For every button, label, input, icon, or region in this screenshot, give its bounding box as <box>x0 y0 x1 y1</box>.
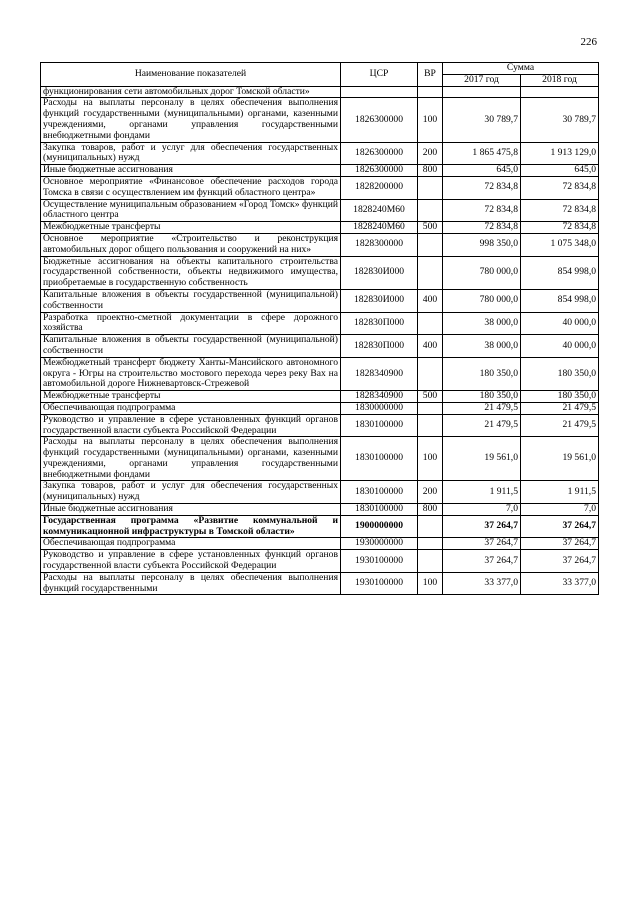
row-vr: 400 <box>418 289 443 312</box>
row-csr: 1826300000 <box>341 98 418 142</box>
row-value-2018: 37 264,7 <box>521 515 599 538</box>
row-value-2018: 7,0 <box>521 504 599 516</box>
table-row <box>41 414 599 437</box>
header-sum: Сумма <box>443 63 599 75</box>
row-value-2018: 854 998,0 <box>521 289 599 312</box>
row-name: Расходы на выплаты персоналу в целях обеспечения выполнения функций государственными (муниципальными) органами, казенными учреждениями, органами управления государственными внебюджетными фондами <box>41 437 341 481</box>
row-vr <box>418 550 443 573</box>
table-row <box>41 233 599 256</box>
header-vr: ВР <box>418 63 443 87</box>
row-csr: 182830П000 <box>341 335 418 358</box>
row-value-2017: 72 834,8 <box>443 222 521 234</box>
row-value-2017: 21 479,5 <box>443 402 521 414</box>
row-value-2017: 645,0 <box>443 165 521 177</box>
row-csr: 1826300000 <box>341 165 418 177</box>
row-csr: 1828340900 <box>341 357 418 390</box>
row-value-2018: 40 000,0 <box>521 335 599 358</box>
row-name: Бюджетные ассигнования на объекты капитального строительства государственной собственности, объекты недвижимого имущества, приобретаемые в государственную собственность <box>41 256 341 289</box>
row-value-2017: 180 350,0 <box>443 391 521 403</box>
row-value-2017: 30 789,7 <box>443 98 521 142</box>
page-number: 226 <box>580 36 597 48</box>
row-vr <box>418 402 443 414</box>
row-vr: 100 <box>418 98 443 142</box>
row-csr: 1828240М60 <box>341 199 418 222</box>
row-name: Межбюджетный трансферт бюджету Ханты-Мансийского автономного округа - Югры на строительство мостового перехода через реку Вах на автомобильной дороге Нижневартовск-Стрежевой <box>41 357 341 390</box>
row-value-2018: 72 834,8 <box>521 222 599 234</box>
row-vr <box>418 515 443 538</box>
row-csr <box>341 86 418 98</box>
row-csr: 1830100000 <box>341 414 418 437</box>
row-vr: 800 <box>418 165 443 177</box>
row-name: Обеспечивающая подпрограмма <box>41 402 341 414</box>
row-csr: 1900000000 <box>341 515 418 538</box>
header-2018: 2018 год <box>521 74 599 86</box>
row-csr: 182830И000 <box>341 256 418 289</box>
row-name: Расходы на выплаты персоналу в целях обеспечения выполнения функций государственными (муниципальными) органами, казенными учреждениями, органами управления государственными внебюджетными фондами <box>41 98 341 142</box>
row-name: Основное мероприятие «Строительство и реконструкция автомобильных дорог общего пользования и сооружений на них» <box>41 233 341 256</box>
row-value-2018: 854 998,0 <box>521 256 599 289</box>
row-csr: 1830000000 <box>341 402 418 414</box>
row-vr <box>418 199 443 222</box>
table-row <box>41 165 599 177</box>
table-row <box>41 98 599 142</box>
row-name: Иные бюджетные ассигнования <box>41 165 341 177</box>
table-row <box>41 538 599 550</box>
table-row <box>41 357 599 390</box>
row-value-2018: 645,0 <box>521 165 599 177</box>
table-row <box>41 402 599 414</box>
row-value-2017: 180 350,0 <box>443 357 521 390</box>
row-vr: 100 <box>418 572 443 595</box>
row-csr: 1826300000 <box>341 142 418 165</box>
row-vr <box>418 357 443 390</box>
row-csr: 1830100000 <box>341 504 418 516</box>
row-value-2018: 72 834,8 <box>521 176 599 199</box>
row-vr <box>418 233 443 256</box>
row-value-2017: 1 911,5 <box>443 481 521 504</box>
row-value-2017: 7,0 <box>443 504 521 516</box>
table-row <box>41 515 599 538</box>
row-value-2017: 998 350,0 <box>443 233 521 256</box>
row-vr: 100 <box>418 437 443 481</box>
table-row <box>41 199 599 222</box>
row-vr <box>418 312 443 335</box>
table-row <box>41 391 599 403</box>
row-name: Межбюджетные трансферты <box>41 391 341 403</box>
header-2017: 2017 год <box>443 74 521 86</box>
row-value-2017: 33 377,0 <box>443 572 521 595</box>
row-csr: 1828240М60 <box>341 222 418 234</box>
row-name: Разработка проектно-сметной документации в сфере дорожного хозяйства <box>41 312 341 335</box>
row-name: Руководство и управление в сфере установленных функций органов государственной власти субъекта Российской Федерации <box>41 550 341 573</box>
row-csr: 1830100000 <box>341 481 418 504</box>
table-row <box>41 335 599 358</box>
table-row <box>41 142 599 165</box>
row-csr: 1828300000 <box>341 233 418 256</box>
row-value-2018: 1 911,5 <box>521 481 599 504</box>
table-row <box>41 504 599 516</box>
header-csr: ЦСР <box>341 63 418 87</box>
row-name: Основное мероприятие «Финансовое обеспечение расходов города Томска в связи с осуществлением им функций областного центра» <box>41 176 341 199</box>
row-value-2017: 37 264,7 <box>443 538 521 550</box>
row-csr: 1930100000 <box>341 572 418 595</box>
row-value-2018: 19 561,0 <box>521 437 599 481</box>
row-value-2018: 37 264,7 <box>521 550 599 573</box>
table-row <box>41 289 599 312</box>
table-row <box>41 176 599 199</box>
row-csr: 1930000000 <box>341 538 418 550</box>
table-row <box>41 86 599 98</box>
row-vr: 800 <box>418 504 443 516</box>
row-vr <box>418 176 443 199</box>
row-value-2017: 38 000,0 <box>443 335 521 358</box>
table-row <box>41 572 599 595</box>
row-value-2018: 1 075 348,0 <box>521 233 599 256</box>
row-value-2017: 1 865 475,8 <box>443 142 521 165</box>
row-value-2017: 780 000,0 <box>443 289 521 312</box>
row-name: Руководство и управление в сфере установленных функций органов государственной власти субъекта Российской Федерации <box>41 414 341 437</box>
row-value-2017: 21 479,5 <box>443 414 521 437</box>
row-name: Межбюджетные трансферты <box>41 222 341 234</box>
row-value-2017: 37 264,7 <box>443 550 521 573</box>
row-vr: 200 <box>418 142 443 165</box>
row-vr <box>418 538 443 550</box>
row-name: Расходы на выплаты персоналу в целях обеспечения выполнения функций государственными <box>41 572 341 595</box>
row-value-2017: 37 264,7 <box>443 515 521 538</box>
table-row <box>41 312 599 335</box>
table-row <box>41 481 599 504</box>
row-value-2018 <box>521 86 599 98</box>
row-name: Иные бюджетные ассигнования <box>41 504 341 516</box>
row-value-2018: 1 913 129,0 <box>521 142 599 165</box>
row-csr: 1930100000 <box>341 550 418 573</box>
row-vr: 500 <box>418 391 443 403</box>
row-value-2017: 38 000,0 <box>443 312 521 335</box>
row-value-2018: 40 000,0 <box>521 312 599 335</box>
row-value-2018: 21 479,5 <box>521 402 599 414</box>
row-csr: 1830100000 <box>341 437 418 481</box>
table-row <box>41 550 599 573</box>
row-vr <box>418 86 443 98</box>
row-csr: 1828340900 <box>341 391 418 403</box>
row-value-2018: 30 789,7 <box>521 98 599 142</box>
row-name: Закупка товаров, работ и услуг для обеспечения государственных (муниципальных) нужд <box>41 142 341 165</box>
row-name: Осуществление муниципальным образованием «Город Томск» функций областного центра <box>41 199 341 222</box>
row-name: Закупка товаров, работ и услуг для обеспечения государственных (муниципальных) нужд <box>41 481 341 504</box>
row-name: функционирования сети автомобильных дорог Томской области» <box>41 86 341 98</box>
header-name: Наименование показателей <box>41 63 341 87</box>
row-value-2018: 72 834,8 <box>521 199 599 222</box>
row-vr: 200 <box>418 481 443 504</box>
row-csr: 182830П000 <box>341 312 418 335</box>
row-name: Капитальные вложения в объекты государственной (муниципальной) собственности <box>41 289 341 312</box>
row-value-2017: 72 834,8 <box>443 199 521 222</box>
row-value-2017: 780 000,0 <box>443 256 521 289</box>
budget-table <box>40 62 599 595</box>
table-row <box>41 222 599 234</box>
row-value-2018: 180 350,0 <box>521 391 599 403</box>
row-name: Обеспечивающая подпрограмма <box>41 538 341 550</box>
row-name: Капитальные вложения в объекты государственной (муниципальной) собственности <box>41 335 341 358</box>
row-vr: 500 <box>418 222 443 234</box>
table-row <box>41 256 599 289</box>
row-csr: 1828200000 <box>341 176 418 199</box>
row-value-2018: 37 264,7 <box>521 538 599 550</box>
row-vr: 400 <box>418 335 443 358</box>
row-value-2017 <box>443 86 521 98</box>
row-vr <box>418 414 443 437</box>
row-vr <box>418 256 443 289</box>
row-value-2017: 19 561,0 <box>443 437 521 481</box>
row-value-2017: 72 834,8 <box>443 176 521 199</box>
table-row <box>41 437 599 481</box>
row-csr: 182830И000 <box>341 289 418 312</box>
row-value-2018: 33 377,0 <box>521 572 599 595</box>
row-value-2018: 21 479,5 <box>521 414 599 437</box>
row-value-2018: 180 350,0 <box>521 357 599 390</box>
row-name: Государственная программа «Развитие коммунальной и коммуникационной инфраструктуры в Томской области» <box>41 515 341 538</box>
